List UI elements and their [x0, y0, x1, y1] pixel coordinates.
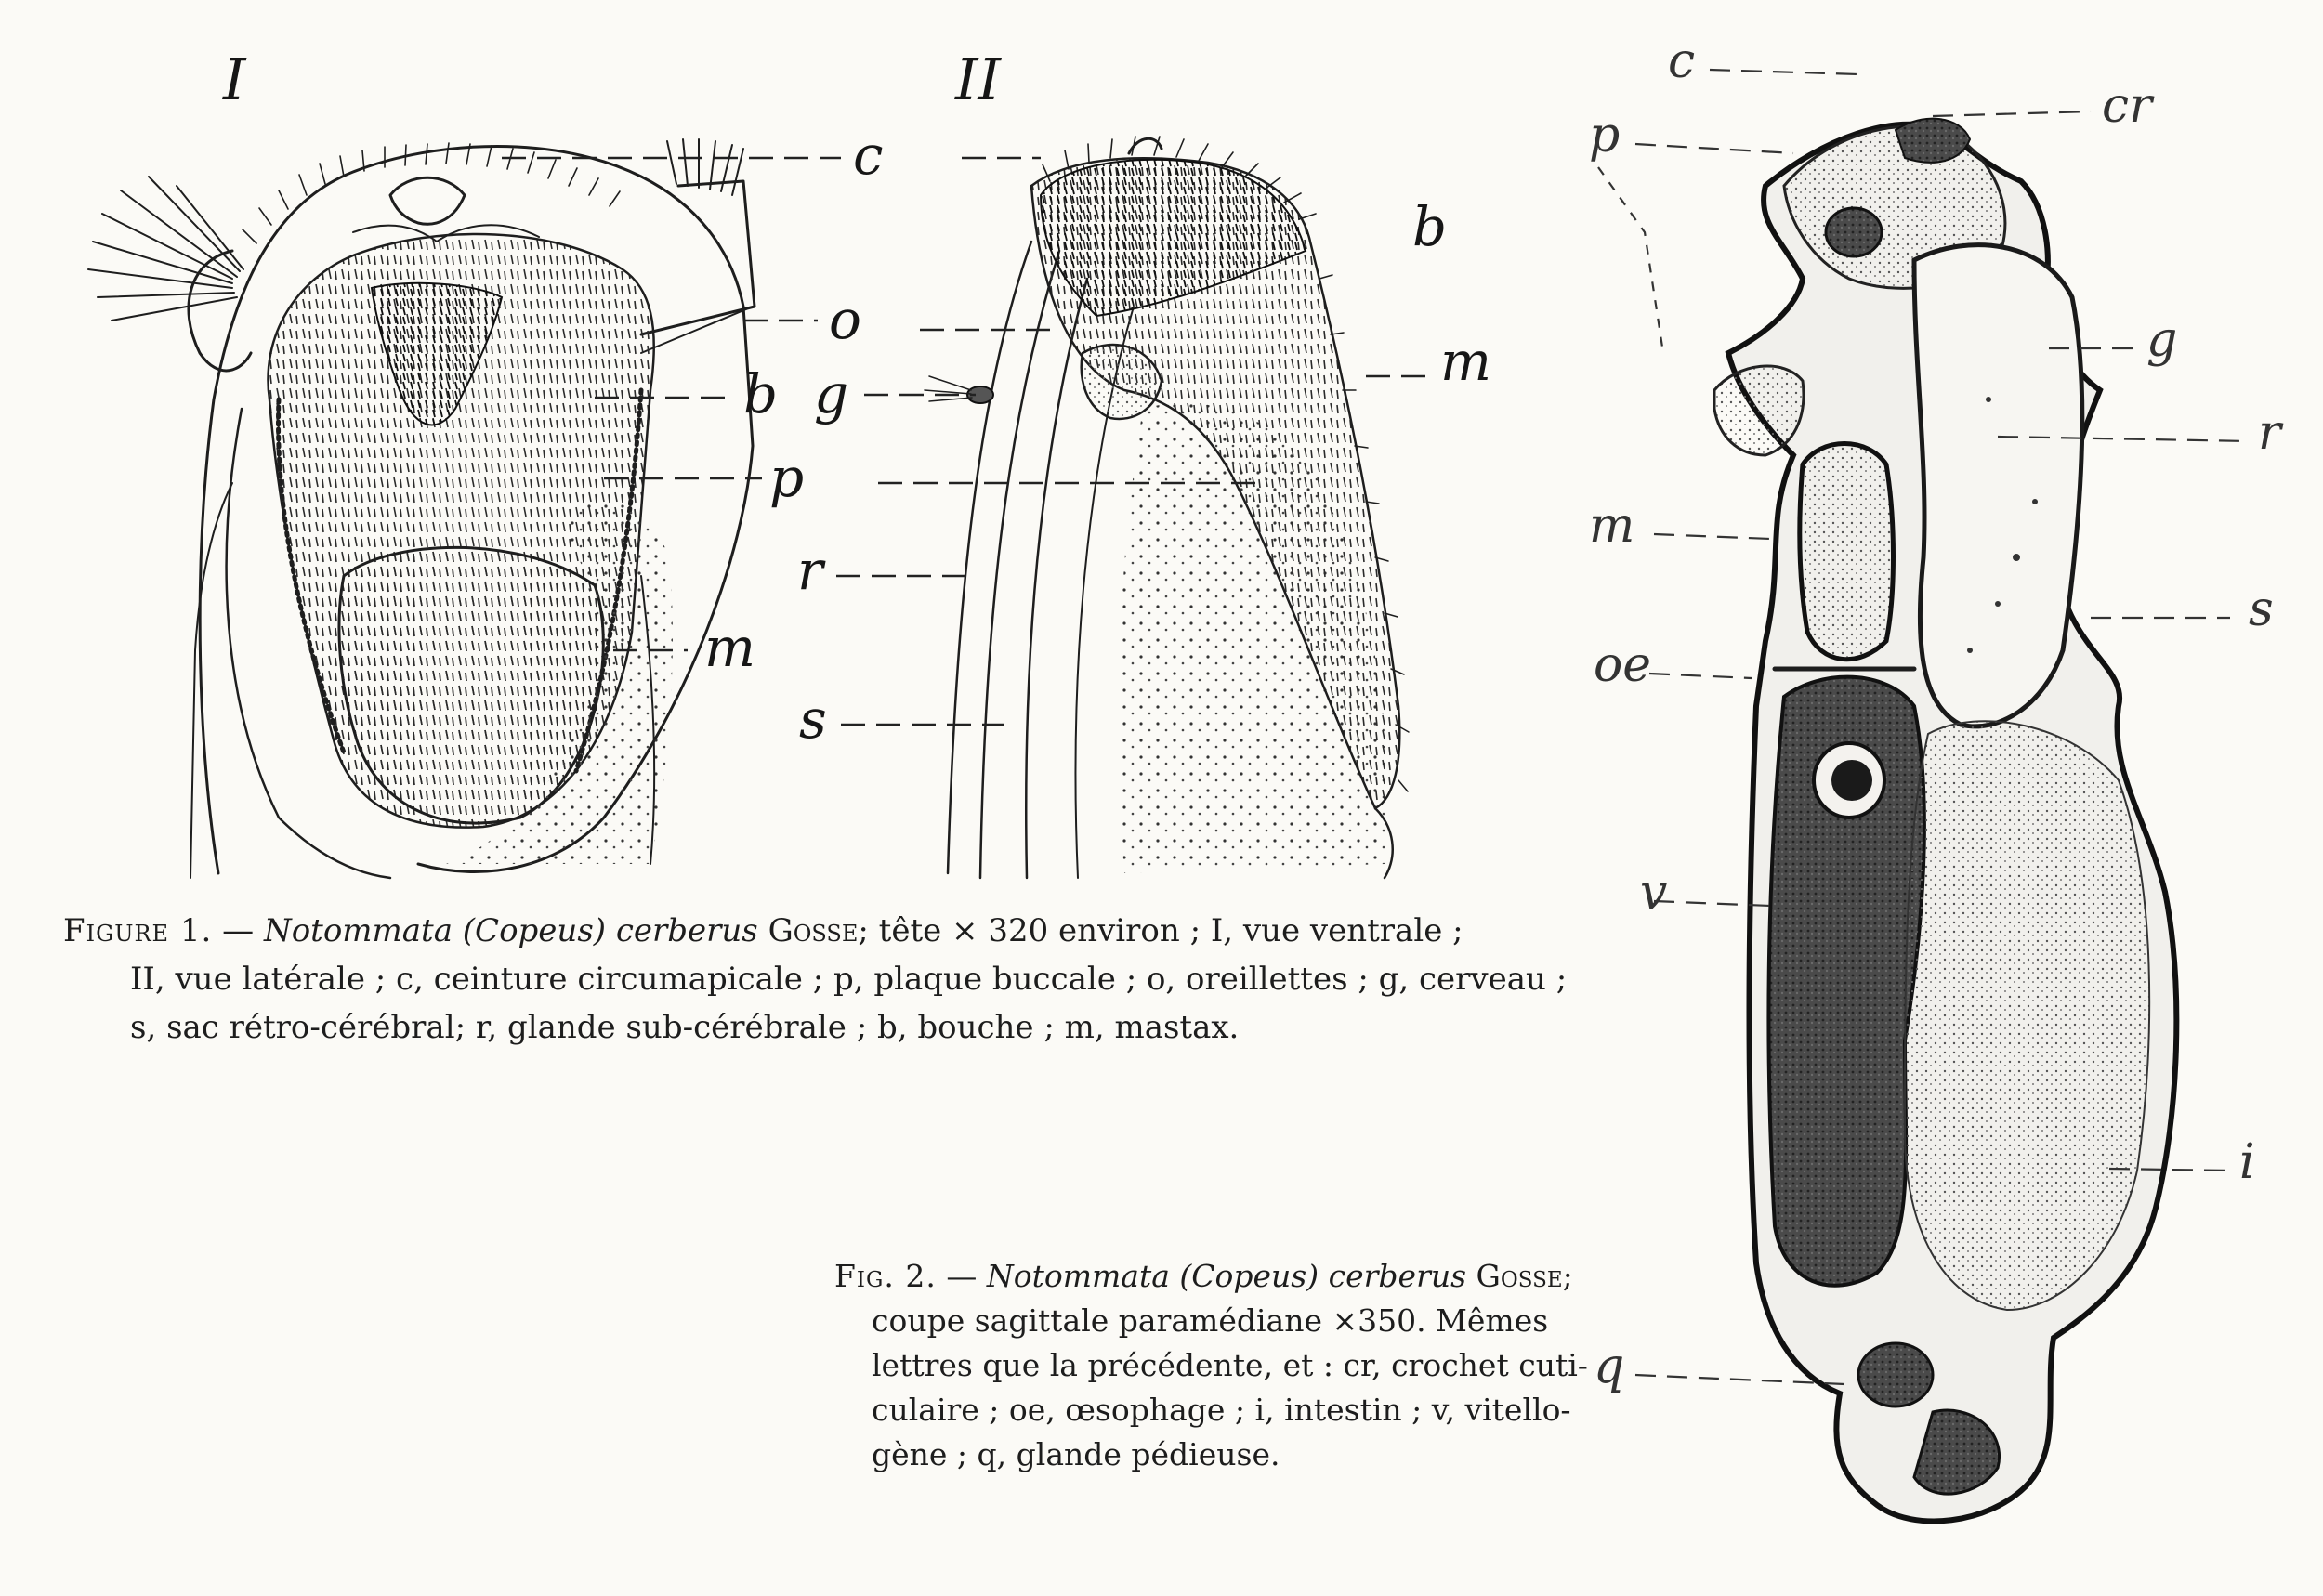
caption-2-dash: —: [946, 1258, 978, 1294]
caption-2-line-4: culaire ; oe, œsophage ; i, intestin ; v, vitello-: [872, 1392, 1571, 1428]
caption-1-lead: Figure 1.: [63, 912, 213, 949]
caption-1-dash: —: [222, 912, 255, 949]
fig2-label-r: r: [2258, 405, 2281, 461]
caption-2-line-3: lettres que la précédente, et : cr, crochet cuti-: [872, 1347, 1588, 1383]
caption-1-author: Gosse: [768, 912, 859, 949]
label-p: p: [769, 446, 805, 509]
fig2-label-q: q: [1594, 1339, 1625, 1394]
caption-2-line-5: gène ; q, glande pédieuse.: [872, 1436, 1280, 1472]
fig2-label-p: p: [1589, 108, 1621, 164]
figure-1-caption: [63, 907, 1568, 1052]
caption-2-species: cerberus: [1328, 1258, 1467, 1294]
caption-1-line-3: s, sac rétro-cérébral; r, glande sub-cérébrale ; b, bouche ; m, mastax.: [130, 1009, 1240, 1046]
fig2-label-g: g: [2146, 312, 2178, 368]
label-m-view1: m: [704, 616, 755, 679]
fig2-label-s: s: [2249, 582, 2274, 637]
label-b-view2: b: [1412, 195, 1448, 258]
fig2-label-m: m: [1589, 498, 1635, 554]
label-s: s: [799, 687, 827, 751]
label-o: o: [829, 288, 861, 351]
label-r: r: [797, 539, 823, 602]
label-b-view1: b: [743, 362, 779, 425]
caption-1-genus: Notommata: [263, 912, 453, 949]
view-2-numeral: II: [955, 46, 1001, 113]
fig2-label-c: c: [1668, 33, 1696, 89]
caption-1-species: cerberus: [615, 912, 758, 949]
caption-2-author: Gosse: [1476, 1258, 1563, 1294]
label-g: g: [814, 362, 849, 425]
caption-2-subgenus: (Copeus): [1179, 1258, 1319, 1294]
fig2-label-cr: cr: [2102, 78, 2152, 134]
caption-1-subgenus: (Copeus): [462, 912, 607, 949]
caption-2-genus: Notommata: [986, 1258, 1170, 1294]
label-m-view2: m: [1440, 330, 1491, 393]
caption-2-lead: Fig. 2.: [834, 1258, 937, 1294]
label-c: c: [853, 124, 884, 187]
figure-2-caption: [834, 1254, 1634, 1477]
fig2-label-i: i: [2239, 1134, 2255, 1190]
caption-2-semicolon: ;: [1562, 1258, 1573, 1294]
caption-1-line-2: II, vue latérale ; c, ceinture circumapicale ; p, plaque buccale ; o, oreillettes ; g, cerveau ;: [130, 961, 1568, 998]
caption-2-line-2: coupe sagittale paramédiane ×350. Mêmes: [872, 1302, 1549, 1339]
caption-2-line-1: [834, 1254, 1634, 1299]
fig2-label-v: v: [1640, 865, 1668, 921]
fig2-label-oe: oe: [1594, 637, 1652, 693]
caption-1-rest: ; tête × 320 environ ; I, vue ventrale ;: [858, 912, 1463, 949]
view-1-numeral: I: [223, 46, 246, 113]
